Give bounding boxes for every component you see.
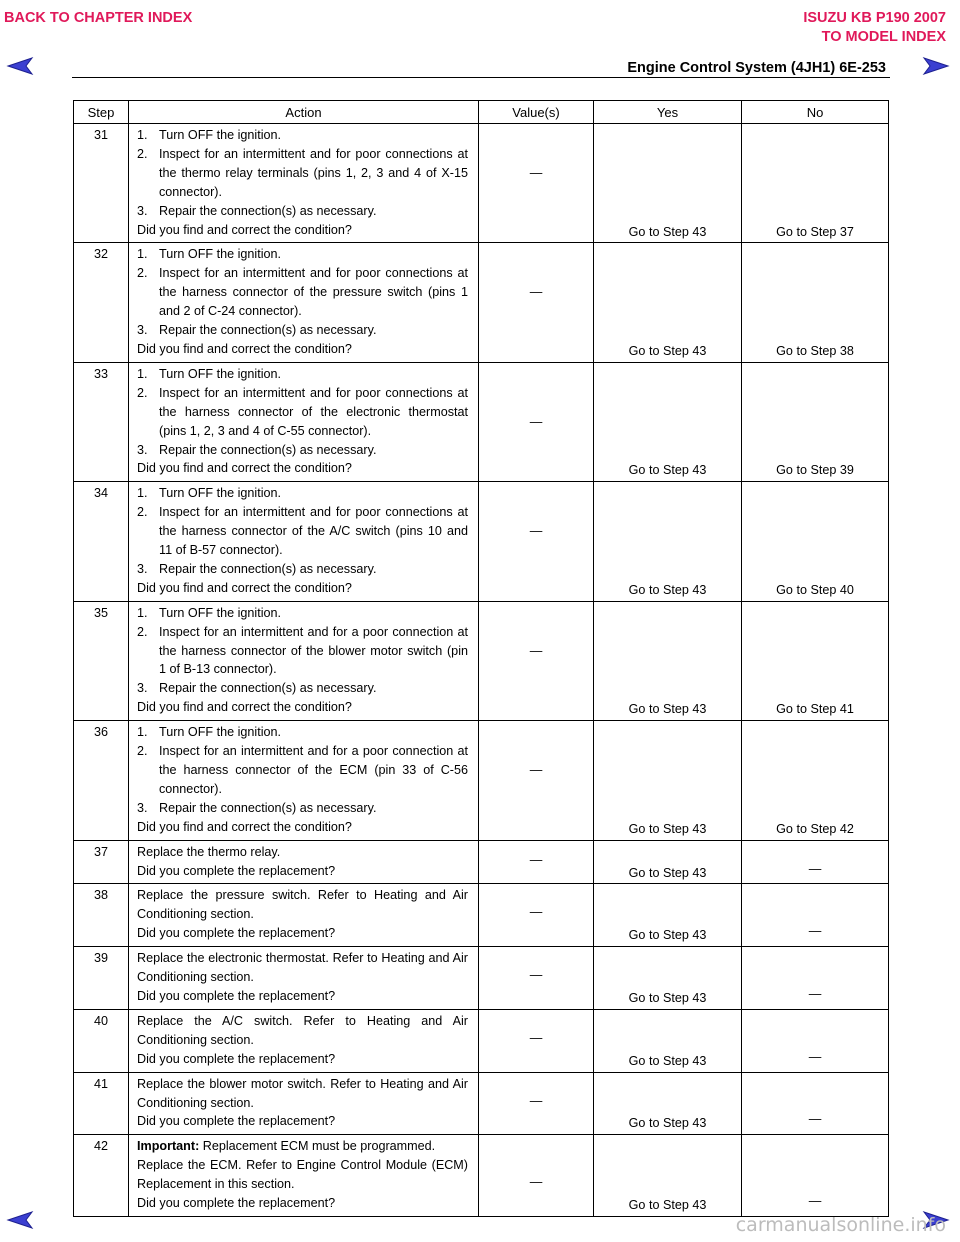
value-cell: — (479, 243, 594, 362)
column-header-values: Value(s) (479, 101, 594, 124)
action-cell (129, 840, 479, 884)
to-model-index-link[interactable]: TO MODEL INDEX (821, 29, 946, 45)
no-cell: — (742, 947, 889, 1010)
yes-cell: Go to Step 43 (594, 1135, 742, 1217)
action-cell (129, 1009, 479, 1072)
header-divider (72, 77, 890, 78)
item-number: 1. (137, 725, 148, 740)
action-item (137, 264, 468, 321)
question-text: Did you complete the replacement? (137, 988, 336, 1003)
item-number: 2. (137, 385, 148, 400)
table-row (74, 840, 889, 884)
item-number: 2. (137, 505, 148, 520)
table-row (74, 482, 889, 601)
no-cell: Go to Step 37 (742, 124, 889, 243)
yes-cell: Go to Step 43 (594, 947, 742, 1010)
item-text: Turn OFF the ignition. (159, 247, 282, 262)
step-number: 42 (74, 1135, 129, 1217)
item-text: Inspect for an intermittent and for poor connections at the harness connector of the A/C switch (pins 10 and 11 of B-57 connector). (159, 505, 468, 558)
item-text: Inspect for an intermittent and for a poor connection at the harness connector of the ECM (pin 33 of C-56 connector). (159, 744, 468, 796)
action-item (137, 484, 468, 503)
step-number: 33 (74, 362, 129, 481)
item-text: Repair the connection(s) as necessary. (159, 561, 377, 576)
no-cell: — (742, 884, 889, 947)
no-cell: — (742, 1072, 889, 1135)
item-text: Turn OFF the ignition. (159, 366, 282, 381)
model-title: ISUZU KB P190 2007 (803, 10, 946, 26)
back-to-chapter-index-link[interactable]: BACK TO CHAPTER INDEX (4, 10, 193, 26)
watermark: carmanualsonline.info (735, 1214, 946, 1236)
question-text: Did you complete the replacement? (137, 863, 336, 878)
action-cell (129, 947, 479, 1010)
yes-cell: Go to Step 43 (594, 362, 742, 481)
action-item (137, 560, 468, 579)
value-cell: — (479, 721, 594, 840)
item-number: 3. (137, 561, 148, 576)
previous-page-arrow-icon[interactable] (6, 1210, 36, 1230)
value-cell: — (479, 884, 594, 947)
question-text: Did you complete the replacement? (137, 1196, 336, 1211)
action-item (137, 245, 468, 264)
table-header-row (74, 101, 889, 124)
step-number: 38 (74, 884, 129, 947)
column-header-action: Action (129, 101, 479, 124)
action-item (137, 623, 468, 680)
yes-cell: Go to Step 43 (594, 1072, 742, 1135)
item-text: Repair the connection(s) as necessary. (159, 203, 377, 218)
important-text: Replacement ECM must be programmed. (202, 1139, 436, 1154)
table-row (74, 362, 889, 481)
step-number: 31 (74, 124, 129, 243)
question-text: Did you find and correct the condition? (137, 819, 352, 834)
yes-cell: Go to Step 43 (594, 884, 742, 947)
item-number: 2. (137, 146, 148, 161)
action-item (137, 126, 468, 145)
no-cell: — (742, 1009, 889, 1072)
action-cell (129, 884, 479, 947)
action-item (137, 145, 468, 202)
question-text: Did you complete the replacement? (137, 926, 336, 941)
value-cell: — (479, 362, 594, 481)
item-text: Turn OFF the ignition. (159, 486, 282, 501)
column-header-no: No (742, 101, 889, 124)
question-text: Did you find and correct the condition? (137, 461, 352, 476)
value-cell: — (479, 1009, 594, 1072)
item-number: 1. (137, 366, 148, 381)
table-row (74, 124, 889, 243)
item-text: Inspect for an intermittent and for poor connections at the harness connector of the pressure switch (pins 1 and 2 of C-24 connector). (159, 266, 468, 319)
column-header-yes: Yes (594, 101, 742, 124)
step-number: 34 (74, 482, 129, 601)
value-cell: — (479, 124, 594, 243)
action-text: Replace the pressure switch. Refer to Heating and Air Conditioning section. (137, 888, 468, 922)
item-number: 2. (137, 266, 148, 281)
yes-cell: Go to Step 43 (594, 482, 742, 601)
action-cell (129, 124, 479, 243)
action-item (137, 503, 468, 560)
action-text: Replace the ECM. Refer to Engine Control Module (ECM) Replacement in this section. (137, 1158, 468, 1192)
next-page-arrow-icon[interactable] (920, 56, 950, 76)
item-number: 2. (137, 624, 148, 639)
step-number: 37 (74, 840, 129, 884)
yes-cell: Go to Step 43 (594, 124, 742, 243)
no-cell: Go to Step 39 (742, 362, 889, 481)
action-cell (129, 1072, 479, 1135)
no-cell: Go to Step 41 (742, 601, 889, 720)
table-row (74, 721, 889, 840)
no-cell: Go to Step 42 (742, 721, 889, 840)
item-text: Turn OFF the ignition. (159, 128, 282, 142)
action-item (137, 799, 468, 818)
step-number: 41 (74, 1072, 129, 1135)
item-text: Repair the connection(s) as necessary. (159, 800, 377, 815)
action-text: Replace the thermo relay. (137, 844, 281, 859)
question-text: Did you find and correct the condition? (137, 341, 352, 356)
yes-cell: Go to Step 43 (594, 1009, 742, 1072)
no-cell: — (742, 840, 889, 884)
yes-cell: Go to Step 43 (594, 721, 742, 840)
item-number: 3. (137, 800, 148, 815)
item-number: 1. (137, 128, 148, 142)
no-cell: — (742, 1135, 889, 1217)
action-item (137, 365, 468, 384)
action-item (137, 679, 468, 698)
action-item (137, 202, 468, 221)
step-number: 36 (74, 721, 129, 840)
item-number: 3. (137, 203, 148, 218)
value-cell: — (479, 1072, 594, 1135)
yes-cell: Go to Step 43 (594, 601, 742, 720)
action-item (137, 441, 468, 460)
no-cell: Go to Step 38 (742, 243, 889, 362)
item-number: 1. (137, 486, 148, 501)
item-number: 1. (137, 247, 148, 262)
item-text: Inspect for an intermittent and for a poor connection at the harness connector of the blower motor switch (pin 1 of B-13 connector). (159, 624, 468, 677)
question-text: Did you complete the replacement? (137, 1051, 336, 1066)
item-number: 1. (137, 605, 148, 620)
item-text: Repair the connection(s) as necessary. (159, 323, 377, 338)
step-number: 39 (74, 947, 129, 1010)
table-row (74, 884, 889, 947)
item-text: Turn OFF the ignition. (159, 605, 282, 620)
action-cell (129, 482, 479, 601)
action-cell (129, 601, 479, 720)
value-cell: — (479, 1135, 594, 1217)
action-item (137, 384, 468, 441)
action-cell (129, 362, 479, 481)
value-cell: — (479, 601, 594, 720)
table-row (74, 601, 889, 720)
action-item (137, 723, 468, 742)
step-number: 40 (74, 1009, 129, 1072)
yes-cell: Go to Step 43 (594, 840, 742, 884)
important-label: Important: (137, 1139, 200, 1154)
step-number: 32 (74, 243, 129, 362)
diagnostic-step-table (73, 100, 889, 1217)
previous-page-arrow-icon[interactable] (6, 56, 36, 76)
table-row (74, 1072, 889, 1135)
important-note (137, 1137, 468, 1156)
item-text: Repair the connection(s) as necessary. (159, 681, 377, 696)
action-text: Replace the A/C switch. Refer to Heating and Air Conditioning section. (137, 1013, 468, 1047)
question-text: Did you find and correct the condition? (137, 700, 352, 715)
action-item (137, 742, 468, 799)
action-text: Replace the electronic thermostat. Refer to Heating and Air Conditioning section. (137, 951, 468, 985)
question-text: Did you find and correct the condition? (137, 222, 352, 237)
action-item (137, 604, 468, 623)
yes-cell: Go to Step 43 (594, 243, 742, 362)
item-text: Inspect for an intermittent and for poor connections at the thermo relay terminals (pins 1, 2, 3 and 4 of X-15 connector). (159, 146, 468, 199)
column-header-step: Step (74, 101, 129, 124)
item-text: Inspect for an intermittent and for poor connections at the harness connector of the electronic thermostat (pins 1, 2, 3 and 4 of C-55 connector). (159, 385, 468, 438)
item-text: Turn OFF the ignition. (159, 725, 282, 740)
no-cell: Go to Step 40 (742, 482, 889, 601)
item-number: 3. (137, 681, 148, 696)
question-text: Did you find and correct the condition? (137, 580, 352, 595)
action-cell (129, 243, 479, 362)
action-cell (129, 1135, 479, 1217)
table-row (74, 947, 889, 1010)
table-row (74, 1135, 889, 1217)
step-number: 35 (74, 601, 129, 720)
item-number: 3. (137, 323, 148, 338)
table-row (74, 243, 889, 362)
item-text: Repair the connection(s) as necessary. (159, 442, 377, 457)
action-item (137, 321, 468, 340)
value-cell: — (479, 840, 594, 884)
question-text: Did you complete the replacement? (137, 1114, 336, 1129)
item-number: 3. (137, 442, 148, 457)
value-cell: — (479, 482, 594, 601)
action-cell (129, 721, 479, 840)
page-title: Engine Control System (4JH1) 6E-253 (627, 60, 886, 76)
table-row (74, 1009, 889, 1072)
value-cell: — (479, 947, 594, 1010)
item-number: 2. (137, 744, 148, 759)
action-text: Replace the blower motor switch. Refer to Heating and Air Conditioning section. (137, 1076, 468, 1110)
